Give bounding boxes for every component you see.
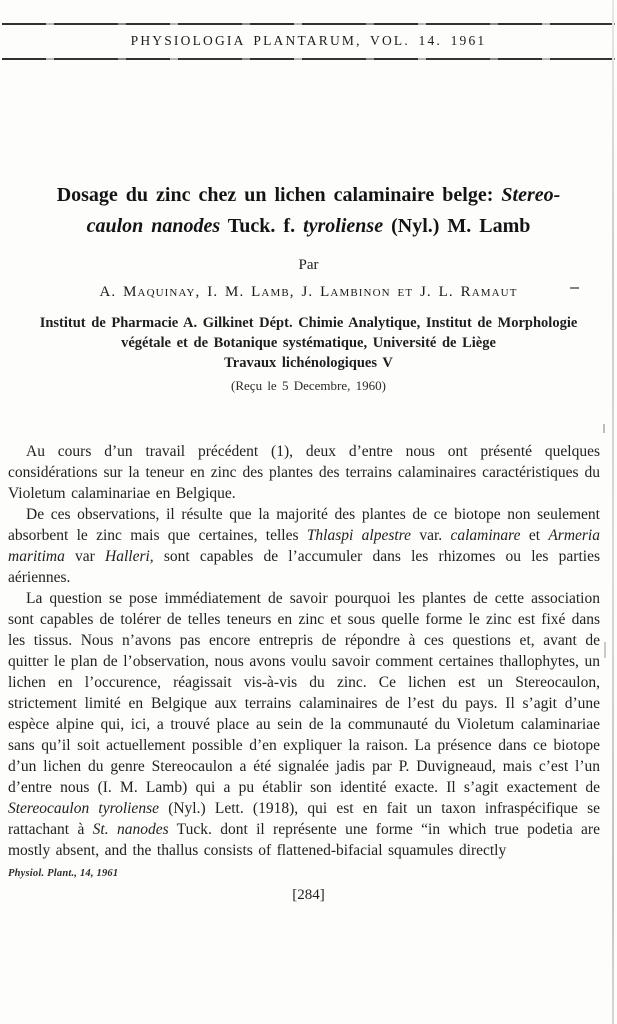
scan-speck: [604, 642, 606, 658]
authors-line: A. Maquinay, I. M. Lamb, J. Lambinon et J. L. Ramaut: [99, 284, 518, 300]
series-note: Travaux lichénologiques V: [224, 355, 393, 371]
journal-masthead: [0, 0, 617, 60]
article-title-line-2: caulon nanodes Tuck. f. tyroliense (Nyl.) M. Lamb: [86, 215, 531, 237]
byline-par: Par: [298, 257, 319, 273]
running-footer: Physiol. Plant., 14, 1961: [8, 868, 119, 879]
page-number: [284]: [292, 887, 325, 903]
affiliation-line-1: Institut de Pharmacie A. Gilkinet Dépt. Chimie Analytique, Institut de Morphologie: [39, 315, 578, 331]
received-date: (Reçu le 5 Decembre, 1960): [231, 378, 386, 393]
article-title: [6, 180, 611, 242]
affiliation-block: [10, 313, 607, 396]
margin-mark-artifact: [570, 287, 579, 289]
masthead-rule-bottom: [2, 58, 615, 60]
body-paragraph-3: La question se pose immédiatement de savoir pourquoi les plantes de cette association sont capables de tolérer de telles teneurs en zinc et sous quelle forme le zinc est fixé dans les tissus. Nous n’avons pas encore entrepris de répondre à ces questions et, avant de quitter le plan de l’observation, nous avons voulu savoir comment certaines thallophytes, un lichen en l’occurence, réagissait vis-à-vis du zinc. Ce lichen est un Stereocaulon, strictement limité en Belgique aux terrains calaminaires de l’est du pays. Il s’agit d’une espèce alpine qui, ici, a trouvé place au sein de la communauté du Violetum calaminariae sans qu’il soit actuellement possible d’en expliquer la raison. La présence dans ce biotope d’un lichen du genre Stereocaulon a été signalée jadis par P. Duvigneaud, mais c’est l’un d’entre nous (I. M. Lamb) qui a pu établir son identité exacte. Il s’agit exactement de Stereocaulon tyroliense (Nyl.) Lett. (1918), qui est en fait un taxon infraspécifique se rattachant à St. nanodes Tuck. dont il représente une forme “in which true podetia are mostly absent, and the thallus consists of flattened-bifacial squamules directly: [8, 590, 600, 859]
body-paragraph-2: De ces observations, il résulte que la majorité des plantes de ce biotope non seulement absorbent le zinc mais que certaines, telles Thlaspi alpestre var. calaminare et Armeria maritima var Halleri, sont capables de l’accumuler dans les rhizomes ou les parties aériennes.: [8, 506, 600, 586]
affiliation-line-2: végétale et de Botanique systématique, Université de Liège: [121, 335, 496, 351]
body-paragraph-1: Au cours d’un travail précédent (1), deux d’entre nous ont présenté quelques considérations sur la teneur en zinc des plantes des terrains calaminaires caractéristiques du Violetum calaminariae en Belgique.: [8, 443, 600, 502]
scan-edge-artifact: [612, 0, 614, 1024]
article-body: [8, 441, 600, 861]
scan-speck: [603, 424, 605, 433]
journal-title: PHYSIOLOGIA PLANTARUM, VOL. 14. 1961: [130, 33, 487, 48]
article-title-line-1: Dosage du zinc chez un lichen calaminaire belge: Stereo-: [56, 184, 561, 206]
